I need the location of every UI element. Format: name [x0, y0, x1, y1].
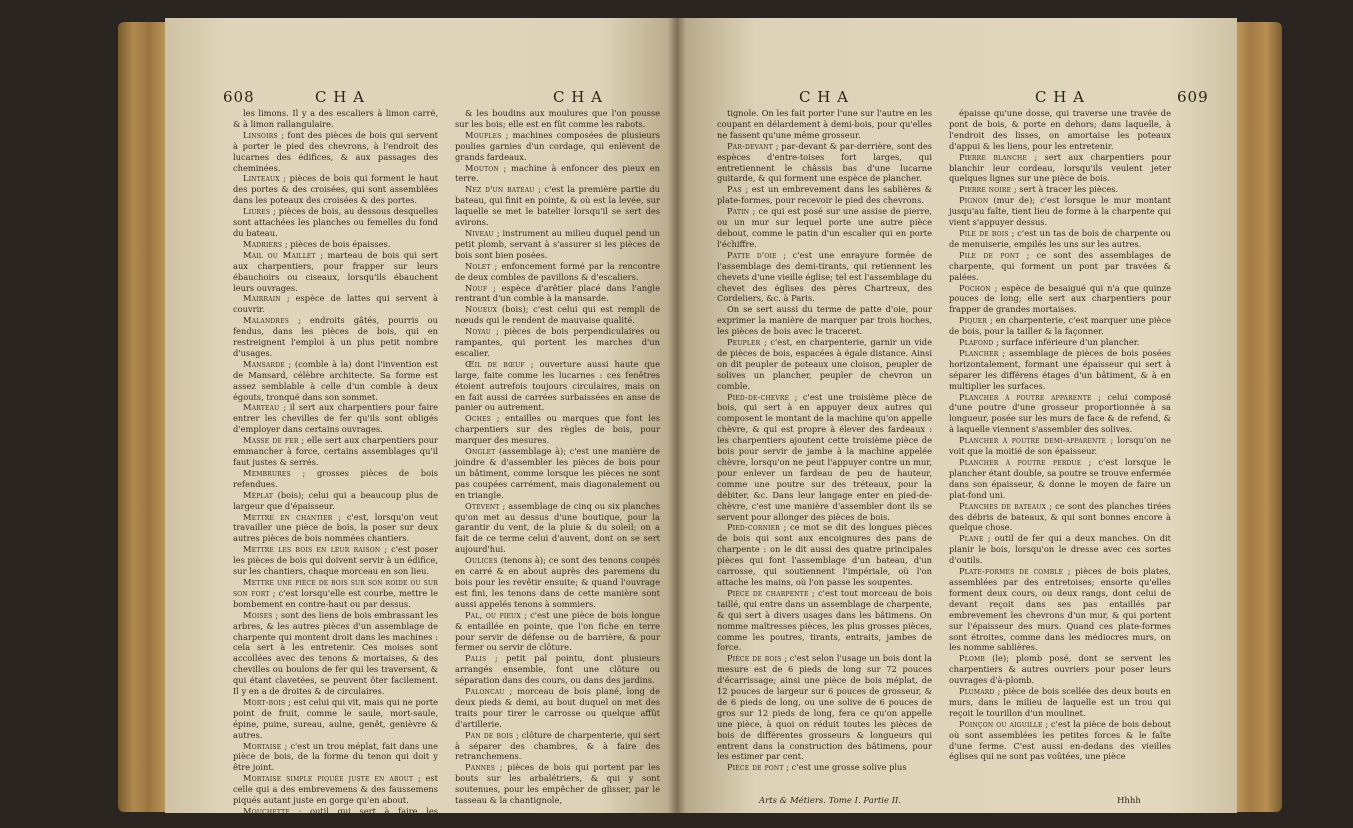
entry-text: ; pièces de bois plates, assemblées par des entretoises; ensorte qu'elles forment deux cours, ou deux rangs, dont celui de devant reçoit dans ses pas entaillés par embrevement les chevrons d'un mur, & qui portent sur l'épaisseur des murs. Quand ces plate-formes sont étroites, comme dans les médiocres murs, on les nomme sablières.	[949, 566, 1171, 653]
entry	[455, 730, 660, 763]
entry	[455, 108, 660, 130]
entry-text: ; par-devant & par-derrière, sont des espèces d'entre-toises fort larges, qui entretiennent le châssis bas d'une lucarne guitarde, & qui forment une espèce de plancher.	[717, 140, 932, 184]
entry-text: ; grosses pièces de bois refendues.	[233, 467, 439, 489]
entry-text: (le); plomb posé, dont se servent les charpentiers & autres ouvriers pour poser leurs ouvrages d'à-plomb.	[949, 653, 1171, 686]
entry-headword: Piquer	[959, 315, 988, 326]
entry-text: ; espèce de besaigué qui n'a que quinze pouces de long; elle sert aux charpentiers pour frapper de grandes mortaises.	[949, 282, 1171, 315]
entry-text: On se sert aussi du terme de patte d'oie, pour exprimer la manière de marquer par trois hoches, les pièces de bois avec le traceret.	[717, 304, 932, 337]
entry	[455, 228, 660, 261]
entry	[233, 173, 438, 206]
entry	[233, 577, 438, 610]
entry-headword: Liures	[243, 206, 271, 217]
entry	[717, 522, 932, 587]
entry-text: ; c'est, en charpenterie, garnir un vide de pièces de bois, espacées à égale distance. Ainsi on dit peupler de poteaux une cloison, peupler de solives un plancher, peupler de chevron un comble.	[717, 337, 932, 391]
entry	[455, 446, 660, 501]
entry	[949, 392, 1171, 436]
entry	[949, 250, 1171, 283]
entry-text: ; espèce de lattes qui servent à couvrir.	[233, 293, 439, 315]
entry-text: tignole. On les fait porter l'une sur l'autre en les coupant en délardement à demi-bois, pour qu'elles ne fassent qu'une même grosseur.	[717, 108, 932, 140]
entry-text: ; c'est une enrayure formée de l'assemblage des demi-tirants, qui retiennent les chevets d'une vieille église; tel est l'assemblage du chevet des églises des pères Chartreux, des Cordeliers, &c. à Paris.	[717, 249, 933, 304]
entry-headword: Mail ou Maillet	[243, 249, 316, 260]
entry	[717, 206, 932, 250]
entry-text: ; machine à enfoncer des pieux en terre.	[455, 162, 661, 184]
entry-text: ; sert aux charpentiers pour blanchir leur cordeau, lorsqu'ils veulent jeter quelques lignes sur une pièce de bois.	[949, 151, 1171, 184]
entry	[455, 653, 660, 686]
entry	[949, 533, 1171, 566]
right-page	[677, 18, 1237, 813]
entry-headword: Mouchette	[243, 806, 290, 816]
entry-text: ; outil de fer qui a deux manches. On dit planir le bois, lorsqu'on le dresse avec ces sortes d'outils.	[949, 533, 1172, 566]
entry-headword: Mettre une pièce de bois sur son roide ou sur son fort	[233, 576, 438, 598]
entry-headword: Pied-cornier	[727, 522, 780, 533]
entry-headword: Patte d'oie	[727, 249, 777, 260]
left-column-2	[455, 108, 660, 806]
entry-headword: Mettre en chantier	[243, 511, 333, 522]
page-footer: Arts & Métiers. Tome I. Partie II.	[759, 796, 902, 806]
entry	[455, 130, 660, 163]
left-header-right: C H A	[553, 88, 603, 106]
entry-headword: Mortaise	[243, 740, 282, 751]
entry	[949, 108, 1171, 152]
entry	[455, 163, 660, 185]
entry-text: épaisse qu'une dosse, qui traverse une travée de pont de bois, & porte en dehors; dans laquelle, à l'endroit des lisses, on amortaise les poteaux d'appui & les liens, pour les entretenir.	[949, 108, 1171, 151]
entry	[717, 250, 932, 305]
entry	[455, 283, 660, 305]
entry-headword: Pal, ou pieux	[465, 609, 521, 620]
entry-text: ; assemblage de pièces de bois posées horizontalement, formant une épaisseur qui sert à séparer les différens étages d'un bâtiment, & à en multiplier les surfaces.	[949, 347, 1172, 391]
entry-headword: Marteau	[243, 402, 280, 413]
entry-headword: Nouf	[465, 282, 488, 293]
entry-text: ; est un embrevement dans les sablières & plate-formes, pour recevoir le pied des chevrons.	[717, 184, 932, 206]
entry-headword: Pannes	[465, 762, 496, 773]
entry	[233, 468, 438, 490]
entry	[949, 315, 1171, 337]
entry-text: ; pièces de bois épaisses.	[284, 238, 391, 249]
right-page-edges	[1230, 22, 1282, 812]
entry-text: (assemblage à); c'est une manière de joindre & d'assembler les pièces de bois pour un bâtiment, comme lorsque les pièces ne sont pas coupées carrément, mais diagonalement ou en triangle.	[455, 446, 661, 500]
entry-text: ; morceau de bois plané, long de deux pieds & demi, au bout duquel on met des traits pour tirer le carrosse ou quelque affût d'artillerie.	[455, 686, 660, 729]
entry-text: ; c'est poser les pièces de bois qui doivent servir à un édifice, sur les chantiers, chaque morceau en son lieu.	[233, 544, 438, 577]
entry	[233, 359, 438, 403]
right-column-1	[717, 108, 932, 773]
entry	[717, 392, 932, 523]
entry	[717, 762, 932, 773]
entry-headword: Plancher à poutre apparente	[959, 391, 1092, 402]
entry-headword: Plate-formes de comble	[959, 566, 1064, 577]
entry	[233, 490, 438, 512]
entry	[233, 697, 438, 741]
entry	[233, 206, 438, 239]
entry-headword: Linsoirs	[243, 129, 278, 140]
entry-headword: Pièce de charpente	[727, 587, 809, 598]
entry	[233, 250, 438, 294]
entry-headword: Mansarde	[243, 358, 285, 369]
entry-headword: Plomb	[959, 653, 986, 664]
entry-headword: Pignon	[959, 195, 989, 206]
entry-headword: Noueux	[465, 304, 498, 315]
left-page-number: 608	[223, 88, 255, 106]
entry	[949, 435, 1171, 457]
entry-text: ; lorsqu'on ne voit que la moitié de son épaisseur.	[949, 435, 1171, 457]
entry	[233, 773, 438, 806]
entry	[949, 566, 1171, 653]
book-gutter	[668, 18, 686, 813]
entry-text: ; pièces de bois perpendiculaires ou rampantes, qui portent les marches d'un escalier.	[455, 326, 660, 358]
entry-text: ; c'est une grosse solive plus	[786, 762, 907, 773]
entry	[233, 293, 438, 315]
entry-headword: Nez d'un bateau	[465, 184, 535, 195]
entry-text: ; pièces de bois qui portent par les bouts sur les arbalétriers, & qui y sont soutenues, pour les empêcher de glisser, par le tasseau & la chantignole,	[455, 762, 661, 806]
entry-text: ; marteau de bois qui sert aux charpentiers, pour frapper sur leurs ébauchoirs ou ciseaux, lorsqu'ils ébauchent leurs ouvrages.	[233, 249, 439, 293]
entry-text: ; espèce d'arêtier placé dans l'angle rentrant d'un comble à la mansarde.	[455, 282, 661, 304]
entry-text: (mur de); c'est lorsque le mur montant jusqu'au faîte, tient lieu de forme à la charpente qui vient s'appuyer dessus.	[949, 195, 1172, 228]
entry-headword: Par-devant	[727, 140, 773, 151]
entry-text: ; c'est lorsqu'elle est courbe, mettre le bombement en contre-haut ou par dessus.	[233, 587, 439, 609]
entry-headword: Patin	[727, 206, 750, 217]
entry-text: ; est celui qui vit, mais qui ne porte point de fruit, comme le saule, mort-saule, épine, puine, sureau, aulne, genêt, genièvre & autres.	[233, 696, 438, 740]
entry	[949, 686, 1171, 719]
entry-text: ; c'est tout morceau de bois taillé, qui entre dans un assemblage de charpente, & qui sert à divers usages dans les bâtimens. On nomme maîtresses pièces, les plus grosses pièces, comme les poutres, tirants, entraits, jambes de force.	[717, 587, 932, 653]
entry-text: ; entailles ou marques que font les charpentiers sur des règles de bois, pour marquer des mesures.	[455, 413, 660, 446]
entry-headword: Mettre les bois en leur raison	[243, 544, 381, 555]
entry-text: ; pièces de bois qui forment le haut des portes & des croisées, qui sont assemblées dans les poteaux des croisées & des portes.	[233, 173, 438, 206]
entry	[455, 261, 660, 283]
entry	[233, 512, 438, 545]
entry-text: ; enfoncement formé par la rencontre de deux combles de pavillons & d'escaliers.	[455, 260, 660, 282]
entry-headword: Plane	[959, 533, 984, 544]
entry-headword: Pied-de-chevre	[727, 391, 790, 402]
entry-headword: Pierre blanche	[959, 151, 1028, 162]
entry	[949, 184, 1171, 195]
entry	[233, 435, 438, 468]
entry-headword: Méplat	[243, 489, 274, 500]
entry-headword: Malandres	[243, 315, 290, 326]
entry-text: ; ouverture aussi haute que large, faite comme les lucarnes : ces fenêtres étoient autrefois toujours circulaires, mais on en fait aussi de carrées surbaissées en anse de panier ou autrement.	[455, 358, 660, 413]
entry-text: ; assemblage de cinq ou six planches qu'on met au dessus d'une boutique, pour la garantir du vent, de la pluie & du soleil; on a fait de ce terme celui d'auvent, dont on se sert aujourd'hui.	[455, 500, 660, 555]
entry-text: ; il sert aux charpentiers pour faire entrer les chevilles de fer qu'ils sont obligés d'employer dans certains ouvrages.	[233, 402, 439, 435]
right-column-2	[949, 108, 1171, 762]
entry	[455, 686, 660, 730]
entry-headword: Onglet	[465, 446, 496, 457]
entry-text: ; machines composées de plusieurs poulies garnies d'un cordage, qui enlèvent de grands fardeaux.	[455, 129, 661, 162]
entry-text: ; font des pièces de bois qui servent à porter le pied des chevrons, à l'endroit des lucarnes des édifices, & aux passages des cheminées.	[233, 129, 438, 173]
entry-headword: Paloncau	[465, 686, 505, 697]
entry-text: ; ce sont des assemblages de charpente, qui forment un pont par travées & palées.	[949, 249, 1172, 282]
entry-text: ; c'est un tas de bois de charpente ou de menuiserie, empilés les uns sur les autres.	[949, 227, 1172, 249]
entry	[949, 228, 1171, 250]
entry-text: ; c'est lorsque le plancher étant double, sa poutre se trouve enfermée dans son épaisseur, & donne le moyen de faire un plat-fond uni.	[949, 457, 1172, 500]
entry-headword: Membrures	[243, 467, 291, 478]
entry-text: ; c'est la première partie du bateau, qui finit en pointe, & où est la levée, sur laquelle se met le batelier lorsqu'il se sert des avirons.	[455, 184, 660, 228]
entry-text: ; instrument au milieu duquel pend un petit plomb, servant à s'assurer si les pièces de bois sont bien posées.	[455, 227, 660, 260]
entry	[949, 457, 1171, 501]
entry-headword: Œil de bœuf	[465, 358, 525, 369]
entry-headword: Pièce de bois	[727, 653, 782, 664]
entry-headword: Nolet	[465, 260, 491, 271]
right-page-number: 609	[1177, 88, 1209, 106]
entry-headword: Pas	[727, 184, 742, 195]
entry	[949, 501, 1171, 534]
entry-text: ; petit pal pointu, dont plusieurs arrangés ensemble, font une clôture ou séparation dans des cours, ou dans des jardins.	[455, 653, 660, 686]
entry	[949, 348, 1171, 392]
entry-headword: Moises	[243, 609, 273, 620]
entry-headword: Oches	[465, 413, 492, 424]
entry-headword: Oulices	[465, 555, 498, 566]
entry-text: ; est celle qui a des embrevemens & des faussemens piqués autant juste en gorge qu'en about.	[233, 773, 438, 806]
entry-text: (tenons à); ce sont des tenons coupés en carré & en about auprès des paremens du bois pour les revêtir ensuite; & quand l'ouvrage est fini, les tenons dans de cette manière sont aussi appelés tenons à sommiers.	[455, 555, 661, 609]
entry-text: ; c'est la pièce de bois debout où sont assemblées les petites forces & le faîte d'une ferme. C'est aussi en-dedans des vieilles églises qui ne sont pas voûtées, une pièce	[949, 718, 1172, 762]
entry-headword: Pan de bois	[465, 729, 514, 740]
entry-headword: Pierre noire	[959, 184, 1012, 195]
entry-headword: Niveau	[465, 227, 494, 238]
entry-headword: Mouton	[465, 162, 499, 173]
entry	[455, 326, 660, 359]
entry-headword: Plancher à poutre perdue	[959, 457, 1082, 467]
entry	[717, 588, 932, 653]
entry-text: ; sert à tracer les pièces.	[1013, 184, 1119, 195]
entry-headword: Masse de fer	[243, 435, 299, 446]
entry-headword: Poinçon ou aiguille	[959, 718, 1043, 729]
entry	[949, 152, 1171, 185]
entry	[233, 544, 438, 577]
entry	[717, 108, 932, 141]
entry	[455, 501, 660, 556]
entry	[233, 806, 438, 828]
entry-headword: Plancher à poutre demi-apparente	[959, 435, 1107, 446]
entry-text: ; c'est une troisième pièce de bois, qui sert à en appuyer deux autres qui composent le montant de la machine qu'on appelle chèvre, & qui est propre à élever des fardeaux : les charpentiers ajoutent cette troisième pièce de bois pour servir de jambe à la machine appelée chèvre, lorsqu'on ne peut l'appuyer contre un mur, pour enlever un fardeau de peu de hauteur, comme une poutre sur des tréteaux, pour la débiter, &c. Dans leur langage enter en pied-de-chèvre, c'est une manière d'assembler dont ils se servent pour allonger des pièces de bois.	[717, 391, 932, 522]
left-header-left: C H A	[315, 88, 365, 106]
entry	[233, 130, 438, 174]
entry-text: ; ce mot se dit des longues pièces de bois qui sont aux encoignures des pans de charpente : on le dit aussi des quatre principales pièces qui font l'assemblage d'un bateau, d'un carrosse, qui soutiennent l'impériale, où l'on attache les mains, où l'on passe les soupentes.	[717, 522, 932, 587]
entry	[233, 108, 438, 130]
signature-mark: Hhhh	[1117, 796, 1141, 806]
entry	[949, 283, 1171, 316]
entry-headword: Mairrain	[243, 293, 281, 304]
entry-headword: Pochon	[959, 282, 991, 293]
entry	[233, 402, 438, 435]
entry	[949, 653, 1171, 686]
entry-headword: Palis	[465, 653, 487, 664]
entry	[455, 555, 660, 610]
entry-headword: Plumard	[959, 686, 995, 697]
entry	[455, 304, 660, 326]
entry-headword: Pièce de pont	[727, 762, 784, 773]
entry	[455, 413, 660, 446]
entry	[717, 653, 932, 762]
entry-headword: Planches de bateaux	[959, 500, 1047, 511]
entry-headword: Plancher	[959, 347, 999, 358]
left-page-edges	[118, 22, 170, 812]
entry-headword: Madriers	[243, 238, 283, 249]
left-column-1	[233, 108, 438, 828]
entry-headword: Otevent	[465, 500, 500, 511]
entry-text: ; c'est un trou méplat, fait dans une pièce de bois, de la forme du tenon qui doit y être joint.	[233, 740, 439, 773]
entry	[455, 359, 660, 414]
entry-headword: Pile de bois	[959, 227, 1009, 238]
entry	[949, 337, 1171, 348]
entry-text: ; outil qui sert à faire les baguettes	[233, 806, 438, 827]
entry-text: (bois); c'est celui qui est rempli de nœuds qui le rendent de mauvaise qualité.	[455, 304, 660, 326]
entry-text: (bois); celui qui a beaucoup plus de largeur que d'épaisseur.	[233, 489, 438, 511]
entry-text: ; (comble à la) dont l'invention est de Mansard, célèbre architecte. Sa forme est assez semblable à celle d'un comble à deux égouts, tronqué dans son sommet.	[233, 358, 438, 402]
entry-text: ; sont des liens de bois embrassant les arbres, & les autres pièces d'un assemblage de charpente qui montent droit dans les machines : cela sert à les entretenir. Ces moises sont accollées avec des tenons & mortaises, & des chevilles ou boulons de fer qui les traversent, & qui étant clavetées, se peuvent ôter facilement. Il y en a de droites & de circulaires.	[233, 609, 438, 697]
entry-headword: Noyau	[465, 326, 492, 337]
entry-headword: Mort-bois	[243, 696, 286, 707]
entry-text: ; en charpenterie, c'est marquer une pièce de bois, pour la tailler & la façonner.	[949, 315, 1171, 337]
right-header-right: C H A	[1035, 88, 1085, 106]
entry-text: ; celui composé d'une poutre d'une grosseur proportionnée à sa longueur, posée sur les murs de face & de refend, & à laquelle viennent s'assembler des solives.	[949, 391, 1172, 435]
entry-text: ; clôture de charpenterie, qui sert à séparer des chambres, & à faire des retranchemens.	[455, 729, 660, 762]
entry-text: & les boudins aux moulures que l'on pousse sur les bois; elle est en fût comme les rabots.	[455, 108, 660, 129]
entry-headword: Peupler	[727, 337, 761, 348]
entry	[233, 239, 438, 250]
entry	[717, 337, 932, 392]
entry-text: ; elle sert aux charpentiers pour emmancher à force, certains assemblages qu'il faut justes & serrés.	[233, 435, 438, 467]
entry-text: ; pièces de bois, au dessous desquelles sont attachées les planches ou femelles du fond du bateau.	[233, 206, 439, 238]
entry-headword: Plafond	[959, 337, 994, 348]
entry-text: ; endroits gâtés, pourris ou fendus, dans les pièces de bois, qui en restreignent l'emploi à un plus petit nombre d'usages.	[233, 315, 438, 358]
entry-text: ; pièce de bois scellée des deux bouts en murs, dans le milieu de laquelle est un trou qui reçoit le tourillon d'un moulinet.	[949, 686, 1171, 718]
entry-headword: Moufles	[465, 129, 502, 140]
entry	[233, 741, 438, 774]
entry-text: ; c'est selon l'usage un bois dont la mesure est de 6 pieds de long sur 72 pouces d'écarrissage; ainsi une pièce de bois méplat, de 12 pouces de largeur sur 6 pouces de grosseur, & de 6 pieds de long, ou une solive de 6 pouces de gros sur 12 pieds de long, fera ce qu'on appelle une pièce, à quoi on réduit toutes les pièces de bois de différentes grosseurs & longueurs qui entrent dans la construction des bâtimens, pour les estimer par cent.	[717, 653, 932, 762]
entry	[949, 719, 1171, 763]
entry	[455, 184, 660, 228]
right-header-left: C H A	[799, 88, 849, 106]
entry-text: ; ce sont des planches tirées des débris de bateaux, & qui sont bonnes encore à quelque chose.	[949, 500, 1171, 533]
entry	[455, 762, 660, 806]
entry-text: ; ce qui est posé sur une assise de pierre, ou un mur sur lequel porte une autre pièce debout, comme le patin d'un escalier qui en porte l'échiffre.	[717, 206, 932, 249]
entry	[233, 610, 438, 697]
entry-headword: Linteaux	[243, 173, 280, 184]
left-page	[165, 18, 677, 827]
entry	[455, 610, 660, 654]
entry-text: ; c'est, lorsqu'on veut travailler une pièce de bois, la poser sur deux autres pièces de bois nommées chantiers.	[233, 511, 439, 544]
entry-headword: Mortaise simple piquée juste en about	[243, 773, 414, 784]
entry-text: les limons. Il y a des escaliers à limon carré, & à limon rallangulaire.	[233, 108, 438, 129]
entry	[717, 304, 932, 337]
entry-headword: Pile de pont	[959, 249, 1020, 260]
entry-text: ; c'est une pièce de bois longue & entaillée en pointe, que l'on fiche en terre pour servir de défense ou de barrière, & pour fermer ou servir de clôture.	[455, 609, 660, 653]
entry	[717, 141, 932, 185]
entry-text: ; surface inférieure d'un plancher.	[996, 337, 1140, 348]
entry	[233, 315, 438, 359]
entry	[949, 195, 1171, 228]
entry	[717, 184, 932, 206]
